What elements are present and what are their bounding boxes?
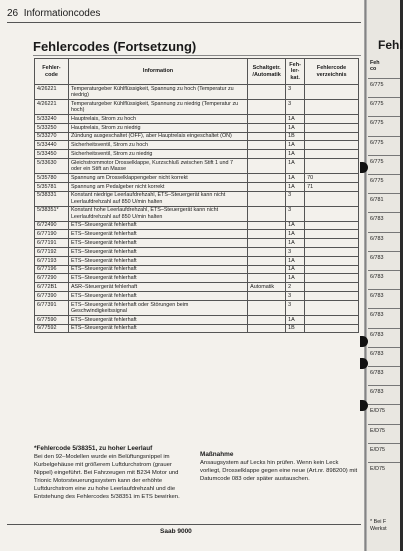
cell-index — [305, 100, 359, 115]
cell-category: 1A — [286, 239, 305, 248]
cell-code: 5/33240 — [35, 115, 69, 124]
right-page-title: Fehl — [378, 38, 403, 52]
page-header — [7, 8, 100, 19]
right-row-divider — [368, 424, 400, 425]
table-row — [35, 291, 359, 300]
right-row-code: 6/783 — [370, 235, 384, 242]
cell-information: ETS–Steuergerät fehlerhaft — [68, 291, 247, 300]
cell-information: Konstant niedrige Leerlaufdrehzahl, ETS–Steuergerät kann nicht Leerlaufdrehzahl auf 850 U/min halten — [68, 191, 247, 206]
right-row-divider — [368, 212, 400, 213]
footnote-title: *Fehlercode 5/38351, zu hoher Leerlauf — [34, 445, 153, 452]
right-row-code: E/D75 — [370, 427, 385, 434]
cell-code: 6/77192 — [35, 247, 69, 256]
table-row — [35, 239, 359, 248]
cell-index: 71 — [305, 182, 359, 191]
cell-index — [305, 324, 359, 333]
cell-information: ETS–Steuergerät fehlerhaft — [68, 247, 247, 256]
cell-information: ASR–Steuergerät fehlerhaft — [68, 283, 247, 292]
table-header-row — [35, 59, 359, 85]
cell-information: Hauptrelais, Strom zu hoch — [68, 115, 247, 124]
cell-code: 5/35781 — [35, 182, 69, 191]
cell-category: 1A — [286, 265, 305, 274]
cell-code: 6/772B1 — [35, 283, 69, 292]
right-row-code: E/D75 — [370, 466, 385, 472]
right-row-divider — [368, 251, 400, 252]
cell-category: 1A — [286, 221, 305, 230]
cell-information: Temperaturgeber Kühlflüssigkeit, Spannung zu hoch (Temperatur zu niedrig) — [68, 85, 247, 100]
right-row-code: 6/781 — [370, 197, 384, 204]
cell-information: ETS–Steuergerät fehlerhaft — [68, 221, 247, 230]
table-body — [35, 85, 359, 333]
cell-information: ETS–Steuergerät fehlerhaft — [68, 324, 247, 333]
col-header-code: Fehler-code — [35, 59, 69, 85]
cell-index — [305, 150, 359, 159]
cell-category: 3 — [286, 300, 305, 315]
col-header-transmission: Schaltgetr. /Automatik — [248, 59, 286, 85]
right-row-divider — [368, 366, 400, 367]
table-row — [35, 191, 359, 206]
right-row-divider — [368, 308, 400, 309]
measure-title: Maßnahme — [200, 451, 234, 458]
cell-transmission — [248, 100, 286, 115]
cell-category: 1A — [286, 158, 305, 173]
right-row-code: 6/783 — [370, 350, 384, 357]
right-row-divider — [368, 116, 400, 117]
cell-transmission — [248, 206, 286, 221]
cell-transmission — [248, 265, 286, 274]
right-row-divider — [368, 289, 400, 290]
right-row-divider — [368, 232, 400, 233]
table-row — [35, 300, 359, 315]
cell-transmission — [248, 191, 286, 206]
header-rule — [7, 22, 361, 23]
cell-category: 1A — [286, 182, 305, 191]
cell-category: 3 — [286, 100, 305, 115]
right-row-divider — [368, 78, 400, 79]
table-row — [35, 265, 359, 274]
right-row-code: 6/783 — [370, 331, 384, 338]
right-row-code: 6/783 — [370, 312, 384, 319]
right-row-code: 6/783 — [370, 370, 384, 376]
right-page-footnote — [370, 519, 387, 533]
cell-information: ETS–Steuergerät fehlerhaft — [68, 230, 247, 239]
cell-category: 1A — [286, 115, 305, 124]
cell-transmission — [248, 115, 286, 124]
right-row-divider — [368, 404, 400, 405]
right-row-divider — [368, 136, 400, 137]
cell-index — [305, 141, 359, 150]
cell-category: 1A — [286, 173, 305, 182]
right-row-divider — [368, 155, 400, 156]
cell-code: 5/38351* — [35, 206, 69, 221]
cell-transmission — [248, 315, 286, 324]
right-row-divider — [368, 97, 400, 98]
cell-index — [305, 256, 359, 265]
cell-code: 6/77190 — [35, 230, 69, 239]
table-row — [35, 256, 359, 265]
cell-index — [305, 230, 359, 239]
cell-category: 1A — [286, 274, 305, 283]
footer-rule — [7, 524, 361, 525]
cell-index — [305, 123, 359, 132]
table-row — [35, 206, 359, 221]
cell-code: 6/77590 — [35, 315, 69, 324]
cell-index — [305, 291, 359, 300]
table-row — [35, 100, 359, 115]
cell-category: 3 — [286, 291, 305, 300]
table-row — [35, 221, 359, 230]
table-row — [35, 85, 359, 100]
cell-category: 1A — [286, 123, 305, 132]
right-row-code: 6/783 — [370, 254, 384, 261]
table-row — [35, 274, 359, 283]
cell-transmission — [248, 239, 286, 248]
cell-index — [305, 206, 359, 221]
cell-code: 5/33630 — [35, 158, 69, 173]
cell-information: Spannung am Drosselklappengeber nicht korrekt — [68, 173, 247, 182]
cell-transmission: Automatik — [248, 283, 286, 292]
cell-index: 70 — [305, 173, 359, 182]
cell-category: 1A — [286, 315, 305, 324]
cell-information: ETS–Steuergerät fehlerhaft — [68, 239, 247, 248]
table-row — [35, 158, 359, 173]
col-header-index: Fehlercode verzeichnis — [305, 59, 359, 85]
cell-information: ETS–Steuergerät fehlerhaft — [68, 315, 247, 324]
cell-category: 1A — [286, 256, 305, 265]
cell-transmission — [248, 132, 286, 141]
cell-transmission — [248, 291, 286, 300]
cell-transmission — [248, 300, 286, 315]
cell-index — [305, 239, 359, 248]
cell-information: Konstant hohe Leerlaufdrehzahl, ETS–Steuergerät kann nicht Leerlaufdrehzahl auf 850 U/min halten — [68, 206, 247, 221]
cell-code: 5/38331 — [35, 191, 69, 206]
cell-code: 5/33270 — [35, 132, 69, 141]
cell-transmission — [248, 247, 286, 256]
cell-category: 3 — [286, 85, 305, 100]
cell-transmission — [248, 324, 286, 333]
cell-transmission — [248, 123, 286, 132]
cell-code: 6/77592 — [35, 324, 69, 333]
cell-transmission — [248, 230, 286, 239]
right-row-code: 6/775 — [370, 178, 384, 184]
cell-transmission — [248, 274, 286, 283]
cell-information: ETS–Steuergerät fehlerhaft — [68, 274, 247, 283]
cell-category: 3 — [286, 247, 305, 256]
cell-code: 4/26221 — [35, 85, 69, 100]
cell-category: 3 — [286, 206, 305, 221]
table-row — [35, 324, 359, 333]
cell-code: 6/77196 — [35, 265, 69, 274]
cell-category: 1B — [286, 324, 305, 333]
cell-information: ETS–Steuergerät fehlerhaft — [68, 256, 247, 265]
cell-index — [305, 191, 359, 206]
page-number: 26 — [7, 8, 19, 19]
right-row-code: 6/775 — [370, 82, 384, 88]
cell-index — [305, 274, 359, 283]
cell-index — [305, 158, 359, 173]
right-row-code: 6/775 — [370, 120, 384, 127]
cell-transmission — [248, 256, 286, 265]
cell-index — [305, 300, 359, 315]
right-foot-line: Werkst — [370, 526, 387, 533]
table-row — [35, 115, 359, 124]
cell-index — [305, 315, 359, 324]
book-spine — [364, 0, 367, 551]
cell-information: Zündung ausgeschaltet (OFF), aber Hauptrelais eingeschaltet (ON) — [68, 132, 247, 141]
cell-code: 5/35780 — [35, 173, 69, 182]
cell-information: Hauptrelais, Strom zu niedrig — [68, 123, 247, 132]
cell-code: 5/33440 — [35, 141, 69, 150]
right-row-code: 6/775 — [370, 158, 384, 165]
cell-code: 6/77191 — [35, 239, 69, 248]
right-row-divider — [368, 270, 400, 271]
cell-code: 6/77193 — [35, 256, 69, 265]
right-row-divider — [368, 174, 400, 175]
cell-code: 6/77391 — [35, 300, 69, 315]
cell-index — [305, 247, 359, 256]
cell-index — [305, 221, 359, 230]
col-header-information: Information — [68, 59, 247, 85]
table-row — [35, 247, 359, 256]
cell-information: Temperaturgeber Kühlflüssigkeit, Spannung zu niedrig (Temperatur zu hoch) — [68, 100, 247, 115]
cell-information: ETS–Steuergerät fehlerhaft — [68, 265, 247, 274]
fault-code-table — [34, 58, 359, 333]
right-row-divider — [368, 385, 400, 386]
table-row — [35, 123, 359, 132]
cell-transmission — [248, 221, 286, 230]
cell-transmission — [248, 141, 286, 150]
right-row-divider — [368, 443, 400, 444]
page-footer: Saab 9000 — [160, 528, 192, 535]
cell-code: 5/33450 — [35, 150, 69, 159]
footnote-text: Bei den 92–Modellen wurde ein Belüftungsnippel im Kurbelgehäuse mit größerem Luftdurchstrom (grauer Nippel) eingeführt. Bei Fahrzeugen mit B234 Motor und Trionic Motorsteuerungssystem kann der erhöhte Luftdurchstrom eine zu hohe Leerlaufdrehzahl und die Entstehung des Fehlercodes 5/38351 im ETS bewirken. — [34, 454, 180, 500]
page-title: Fehlercodes (Fortsetzung) — [33, 39, 197, 54]
cell-transmission — [248, 173, 286, 182]
table-row — [35, 230, 359, 239]
cell-category: 3 — [286, 191, 305, 206]
cell-transmission — [248, 85, 286, 100]
cell-index — [305, 85, 359, 100]
cell-category: 1A — [286, 141, 305, 150]
cell-code: 6/77290 — [35, 274, 69, 283]
table-row — [35, 150, 359, 159]
table-row — [35, 283, 359, 292]
right-header-line: Feh — [370, 60, 380, 66]
right-row-divider — [368, 347, 400, 348]
cell-category: 1B — [286, 132, 305, 141]
cell-information: Sicherheitsventil, Strom zu hoch — [68, 141, 247, 150]
right-row-code: 6/775 — [370, 139, 384, 146]
right-row-code: E/D75 — [370, 408, 385, 415]
cell-information: Gleichstrommotor Drosselklappe, Kurzschluß zwischen Stift 1 und 7 oder ein Stift an Masse — [68, 158, 247, 173]
right-row-divider — [368, 193, 400, 194]
right-row-code: 6/783 — [370, 274, 384, 280]
cell-code: 6/72490 — [35, 221, 69, 230]
cell-transmission — [248, 182, 286, 191]
right-row-code: 6/775 — [370, 101, 384, 108]
cell-information: Spannung am Pedalgeber nicht korrekt — [68, 182, 247, 191]
measure-text: Ansaugsystem auf Lecks hin prüfen. Wenn kein Leck vorliegt, Drosselklappe gegen eine neue (Art.nr. 898200) mit Datumcode 083 oder später austauschen. — [200, 460, 358, 482]
right-row-code: 6/783 — [370, 389, 384, 396]
right-row-divider — [368, 462, 400, 463]
cell-index — [305, 115, 359, 124]
cell-code: 4/26221 — [35, 100, 69, 115]
right-row-divider — [368, 328, 400, 329]
table-row — [35, 173, 359, 182]
table-row — [35, 315, 359, 324]
cell-index — [305, 283, 359, 292]
cell-transmission — [248, 158, 286, 173]
cell-category: 1A — [286, 230, 305, 239]
cell-index — [305, 265, 359, 274]
cell-information: Sicherheitsventil, Strom zu niedrig — [68, 150, 247, 159]
cell-code: 6/77390 — [35, 291, 69, 300]
cell-index — [305, 132, 359, 141]
cell-category: 1A — [286, 150, 305, 159]
right-page-header — [370, 60, 380, 73]
right-header-line: co — [370, 66, 377, 73]
right-row-code: 6/783 — [370, 216, 384, 223]
title-rule — [33, 55, 361, 56]
right-foot-line: * Bei F — [370, 519, 387, 525]
cell-category: 2 — [286, 283, 305, 292]
table-row — [35, 182, 359, 191]
col-header-category: Feh-ler-kat. — [286, 59, 305, 85]
table-row — [35, 132, 359, 141]
right-row-code: 6/783 — [370, 293, 384, 300]
section-title: Informationcodes — [23, 8, 101, 19]
cell-code: 5/33250 — [35, 123, 69, 132]
cell-transmission — [248, 150, 286, 159]
cell-information: ETS–Steuergerät fehlerhaft oder Störungen beim Geschwindigkeitssignal — [68, 300, 247, 315]
right-row-code: E/D75 — [370, 446, 385, 453]
table-row — [35, 141, 359, 150]
